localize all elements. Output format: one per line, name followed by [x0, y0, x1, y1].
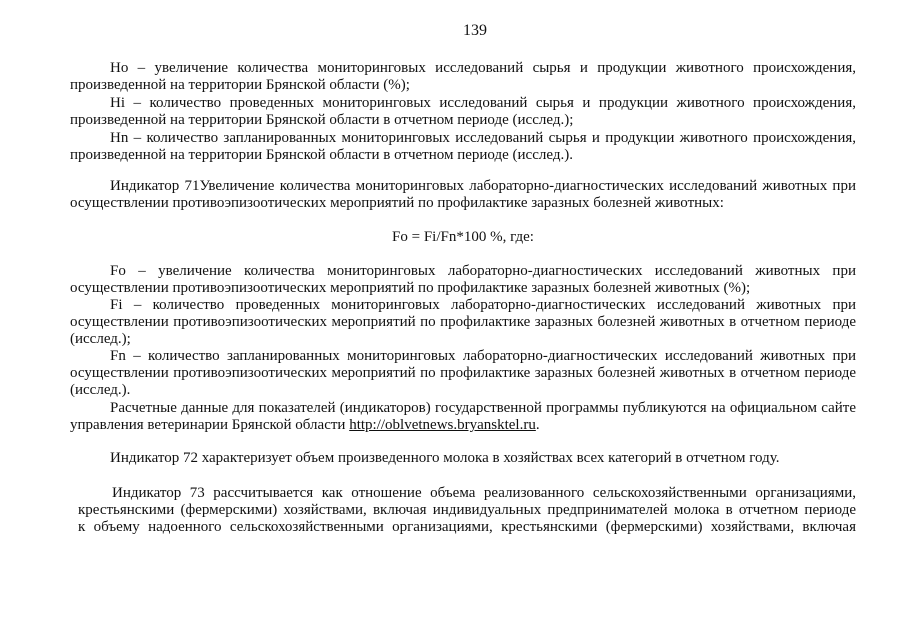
fi-definition-line: (исслед.);: [70, 331, 131, 347]
indicator-71-line: осуществлении противоэпизоотических мероприятий по профилактике заразных болезней животных:: [70, 195, 724, 211]
fi-definition-line: Fi – количество проведенных мониторинговых лабораторно-диагностических исследований животных при: [110, 297, 856, 313]
fn-definition-line: Fn – количество запланированных мониторинговых лабораторно-диагностических исследований животных при: [110, 348, 856, 364]
publication-line: [70, 417, 856, 434]
fn-definition-line: (исслед.).: [70, 382, 131, 398]
indicator-73-line: к объему надоенного сельскохозяйственными организациями, крестьянскими (фермерскими) хозяйствами, включая: [78, 519, 856, 535]
publication-end: .: [535, 417, 540, 433]
formula: Fo = Fi/Fn*100 %, где:: [392, 229, 534, 245]
fn-definition-line: осуществлении противоэпизоотических мероприятий по профилактике заразных болезней животных в отчетном периоде: [70, 365, 856, 381]
ho-definition-line: Но – увеличение количества мониторинговых исследований сырья и продукции животного происхождения,: [110, 60, 856, 76]
hn-definition-line: произведенной на территории Брянской области в отчетном периоде (исслед.).: [70, 147, 573, 163]
website-link[interactable]: http://oblvetnews.bryansktel.ru: [349, 417, 536, 433]
fo-definition-line: осуществлении противоэпизоотических мероприятий по профилактике заразных болезней животных (%);: [70, 280, 751, 296]
ho-definition-line: произведенной на территории Брянской области (%);: [70, 77, 410, 93]
publication-text: управления ветеринарии Брянской области: [70, 417, 350, 433]
page-number: 139: [463, 22, 487, 39]
fo-definition-line: Fo – увеличение количества мониторинговых лабораторно-диагностических исследований животных при: [110, 263, 856, 279]
hi-definition-line: произведенной на территории Брянской области в отчетном периоде (исслед.);: [70, 112, 574, 128]
publication-line: Расчетные данные для показателей (индикаторов) государственной программы публикуются на официальном сайте: [110, 400, 856, 416]
hi-definition-line: Нi – количество проведенных мониторинговых исследований сырья и продукции животного происхождения,: [110, 95, 856, 111]
indicator-71-line: Индикатор 71Увеличение количества мониторинговых лабораторно-диагностических исследований животных при: [110, 178, 856, 194]
indicator-73-line: крестьянскими (фермерскими) хозяйствами, включая индивидуальных предпринимателей молока в отчетном периоде: [78, 502, 856, 518]
hn-definition-line: Нn – количество запланированных мониторинговых исследований сырья и продукции животного происхождения,: [110, 130, 856, 146]
indicator-72-text: Индикатор 72 характеризует объем произведенного молока в хозяйствах всех категорий в отчетном году.: [110, 450, 780, 466]
indicator-73-line: Индикатор 73 рассчитывается как отношение объема реализованного сельскохозяйственными организациями,: [112, 485, 856, 501]
fi-definition-line: осуществлении противоэпизоотических мероприятий по профилактике заразных болезней животных в отчетном периоде: [70, 314, 856, 330]
